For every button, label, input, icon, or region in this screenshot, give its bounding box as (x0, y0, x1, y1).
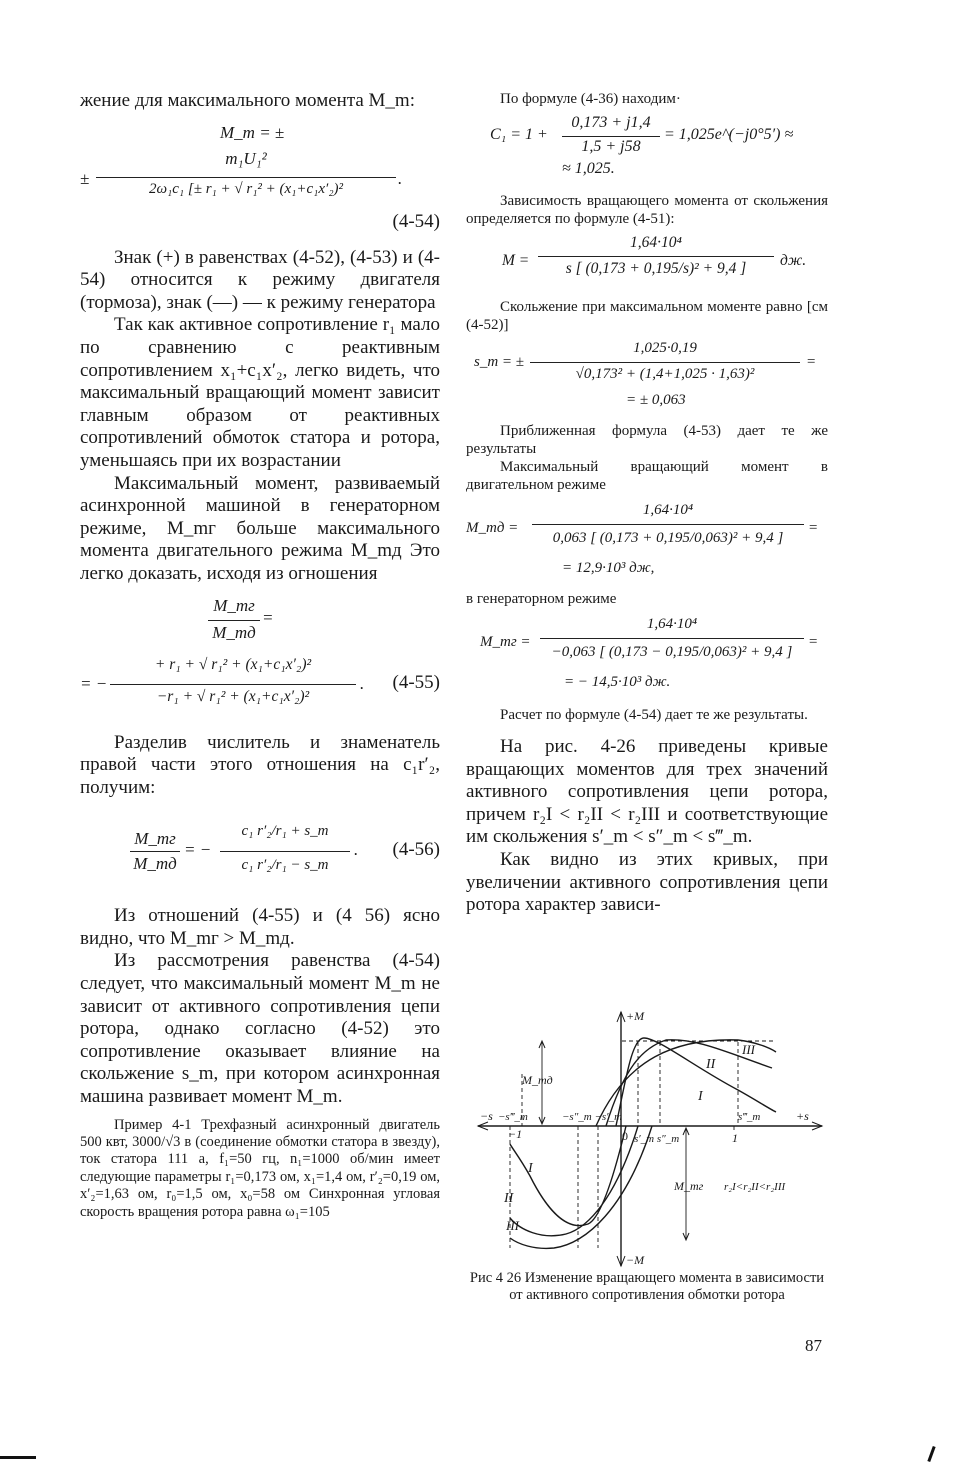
label-tick-minus-one: −1 (508, 1127, 523, 1141)
eq-4-54-numerator: m₁U₁² (225, 148, 267, 168)
para-active-resistance: Так как активное сопротивление r₁ мало по сравнению с реактивным сопротивлением x₁+c₁x′₂, легко видеть, что максимальный вращающий момент зависит главным образом от реактивных сопротивлений обмоток статора и ротора, уменьшаясь при их возрастании (80, 314, 440, 471)
label-tick-one: 1 (732, 1131, 738, 1145)
eq-4-55-numerator: + r₁ + √ r₁² + (x₁+c₁x′₂)² (154, 655, 312, 673)
eq-slip-result: = ± 0,063 (626, 392, 686, 408)
label-curve-I-negative: I (528, 1161, 533, 1176)
eq-slip-max: s_m = ± 1,025·0,19 √0,173² + (1,4+1,025 · 1,63)² = (474, 340, 817, 382)
label-pos-slip3: s‴_m (738, 1111, 761, 1123)
figure-caption: Рис 4 26 Изменение вращающего момента в зависимости от активного сопротивления обмотки ротора (469, 1270, 825, 1304)
label-minus-m: −M (626, 1253, 645, 1267)
left-column (80, 90, 440, 1221)
formula-ref-text: По формуле (4-36) находим· (500, 91, 681, 107)
label-neg-slip3: −s‴_m (498, 1111, 528, 1123)
generator-mode-text: в генераторном режиме (466, 591, 617, 607)
calc-text: Расчет по формуле (4-54) дает те же результаты. (500, 707, 808, 723)
para-from-relations: Из отношений (4-55) и (4 56) ясно видно, что M_mг > M_mд. (80, 905, 440, 949)
scan-mark-right (927, 1446, 935, 1462)
eq-4-55-number: (4-55) (392, 671, 440, 693)
eq-4-55: = − + r₁ + √ r₁² + (x₁+c₁x′₂)² −r₁ + √ r₁² + (x₁+c₁x′₂)² . (4-55) (80, 655, 440, 705)
intro-text: жение для максимального момента M_m: (80, 90, 415, 111)
eq-4-55-denominator: −r₁ + √ r₁² + (x₁+c₁x′₂)² (156, 687, 310, 705)
label-curve-I: I (698, 1089, 703, 1104)
page-number: 87 (805, 1336, 822, 1355)
eq-4-54-denominator: 2ω₁c₁ [± r₁ + √ r₁² + (x₁+c₁x′₂)² (148, 180, 344, 197)
dependence-text: Зависимость вращающего момента от скольжения определяется по формуле (4-51): (466, 193, 828, 227)
curve-II-negative (510, 1126, 638, 1236)
figure-paragraph-continued: Как видно из этих кривых, при увеличении активного сопротивления цепи ротора характер зависи- (466, 848, 828, 916)
para-divide: Разделив числитель и знаменатель правой части этого отношения на c₁r′₂, получим: (80, 731, 440, 798)
example-4-1: Пример 4-1 Трехфазный асинхронный двигатель 500 квт, 3000/√3 в (соединение обмотки статора в звезду), ток статора 111 а, f₁=50 гц, n₁=1000 об/мин имеет следующие параметры r₁=0,173 ом, x₁=1,4 ом, r′₂=0,19 ом, x′₂=1,63 ом, r₀=1,5 ом, x₀=58 ом Синхронная угловая скорость вращения ротора равна ω₁=105 (80, 1116, 440, 1220)
eq-4-54: ± m₁U₁² 2ω₁c₁ [± r₁ + √ r₁² + (x₁+c₁x′₂)² . (80, 148, 403, 197)
eq-4-55-lhs: M_mг M_mд = (80, 596, 440, 648)
approx-text: Приближенная формула (4-53) дает те же результаты (466, 423, 828, 457)
figure-4-26 (476, 1008, 828, 1270)
label-curve-III-negative: III (506, 1218, 519, 1233)
label-relation: r₂I<r₂II<r₂III (724, 1181, 786, 1193)
label-mmd: M_mд (522, 1073, 553, 1087)
right-column (466, 90, 828, 917)
para-consideration: Из рассмотрения равенства (4-54) следует, что максимальный момент M_m не зависит от активного сопротивления цепи ротора, однако согласно (4-52) это сопротивление оказывает влияние на скольжение s_m, при котором асинхронная машина развивает момент M_m. (80, 950, 440, 1108)
motor-mode-text: Максимальный вращающий момент в двигательном режиме (466, 459, 828, 493)
para-sign: Знак (+) в равенствах (4-52), (4-53) и (4-54) относится к режиму двигателя (тормоза), знак (—) — к режиму генератора (80, 246, 440, 313)
label-minus-s: −s (480, 1109, 493, 1123)
eq-max-motor: M_mд = 1,64·10⁴ 0,063 [ (0,173 + 0,195/0,063)² + 9,4 ] = (466, 502, 819, 546)
eq-c1: C₁ = 1 + 0,173 + j1,4 1,5 + j58 = 1,025e^(−j0°5′) ≈ (490, 114, 794, 155)
label-pos-slips: s′_m s″_m (634, 1133, 680, 1145)
label-origin: 0 (622, 1129, 628, 1143)
label-plus-m: +M (626, 1009, 645, 1023)
eq-4-54-number: (4-54) (392, 210, 440, 232)
slip-text: Скольжение при максимальном моменте равно [см (4-52)] (466, 299, 828, 333)
eq-4-56-denominator: c₁ r′₂/r₁ − s_m (241, 857, 329, 874)
eq-max-generator-result: = − 14,5·10³ дж. (564, 674, 671, 690)
label-neg-slips: −s″_m −s′_m (562, 1111, 623, 1123)
eq-4-54-number-row (80, 211, 440, 237)
label-curve-II-negative: II (504, 1191, 514, 1206)
label-plus-s: +s (796, 1109, 809, 1123)
label-mmg: M_mг (674, 1179, 704, 1193)
eq-max-generator: M_mг = 1,64·10⁴ −0,063 [ (0,173 − 0,195/0,063)² + 9,4 ] = (480, 616, 819, 660)
eq-max-motor-result: = 12,9·10³ дж, (562, 560, 655, 576)
eq-4-56-number: (4-56) (392, 839, 440, 861)
label-curve-III: III (742, 1042, 755, 1057)
eq-moment: M = 1,64·10⁴ s [ (0,173 + 0,195/s)² + 9,4 ] дж. (502, 234, 807, 277)
para-max-moment: Максимальный момент, развиваемый асинхронной машиной в генераторном режиме, M_mг больше максимального момента двигательного режима M_mд Это легко доказать, исходя из огношения (80, 472, 440, 584)
eq-4-54-lhs: M_m = ± (220, 122, 285, 142)
figure-paragraph: На рис. 4-26 приведены кривые вращающих моментов для трех значений активного сопротивления цепи ротора, причем r₂I < r₂II < r₂III и соответствующие им скольжения s′_m < s″_m < s‴_m. (466, 736, 828, 848)
label-curve-II: II (706, 1057, 716, 1072)
scan-mark-left (0, 1456, 36, 1459)
curve-III-negative (510, 1126, 652, 1248)
eq-4-56-numerator: c₁ r′₂/r₁ + s_m (241, 823, 329, 840)
eq-c1-approx: ≈ 1,025. (562, 160, 615, 177)
eq-4-56: M_mг M_mд = − c₁ r′₂/r₁ + s_m c₁ r′₂/r₁ − s_m . (4-56) (80, 815, 440, 887)
